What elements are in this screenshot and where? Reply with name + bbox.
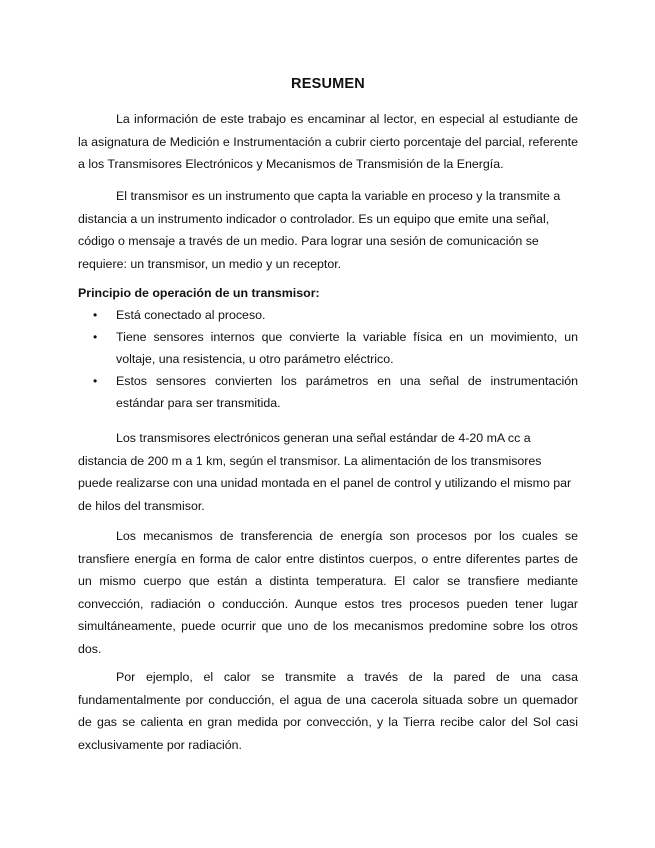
bullet-icon: •: [93, 308, 98, 322]
section-heading-principle: Principio de operación de un transmisor:: [78, 286, 320, 300]
list-item: [78, 370, 578, 414]
paragraph-intro: La información de este trabajo es encaminar al lector, en especial al estudiante de la asignatura de Medición e Instrumentación a cubrir cierto porcentaje del parcial, referente a los Transmisores Electrónicos y Mecanismos de Transmisión de la Energía.: [78, 112, 578, 172]
paragraph-transmitter-definition: El transmisor es un instrumento que capta la variable en proceso y la transmite a distancia a un instrumento indicador o controlador. Es un equipo que emite una señal, código o mensaje a través de un medio. Para lograr una sesión de comunicación se requiere: un transmisor, un medio y un receptor.: [78, 189, 561, 271]
list-item: [78, 326, 578, 370]
paragraph-electronic-transmitters: Los transmisores electrónicos generan una señal estándar de 4-20 mA cc a distancia de 200 m a 1 km, según el transmisor. La alimentación de los transmisores puede realizarse con una unidad montada en el panel de control y utilizando el mismo par de hilos del transmisor.: [78, 431, 572, 513]
paragraph-example: Por ejemplo, el calor se transmite a través de la pared de una casa fundamentalmente por conducción, el agua de una cacerola situada sobre un quemador de gas se calienta en gran medida por convección, y la Tierra recibe calor del Sol casi exclusivamente por radiación.: [78, 670, 578, 752]
paragraph-energy-transfer: Los mecanismos de transferencia de energía son procesos por los cuales se transfiere energía en forma de calor entre distintos cuerpos, o entre diferentes partes de un mismo cuerpo que están a distinta temperatura. El calor se transfiere mediante convección, radiación o conducción. Aunque estos tres procesos pueden tener lugar simultáneamente, puede ocurrir que uno de los mecanismos predomine sobre los otros dos.: [78, 529, 578, 656]
list-item-text: Está conectado al proceso.: [116, 308, 266, 322]
list-item-text: Tiene sensores internos que convierte la variable física en un movimiento, un voltaje, una resistencia, u otro parámetro eléctrico.: [116, 330, 578, 366]
bullet-icon: •: [93, 374, 98, 388]
principle-list: [78, 304, 578, 414]
page-title: RESUMEN: [291, 76, 365, 92]
list-item-text: Estos sensores convierten los parámetros en una señal de instrumentación estándar para ser transmitida.: [116, 374, 578, 410]
list-item: [78, 304, 578, 326]
bullet-icon: •: [93, 330, 98, 344]
